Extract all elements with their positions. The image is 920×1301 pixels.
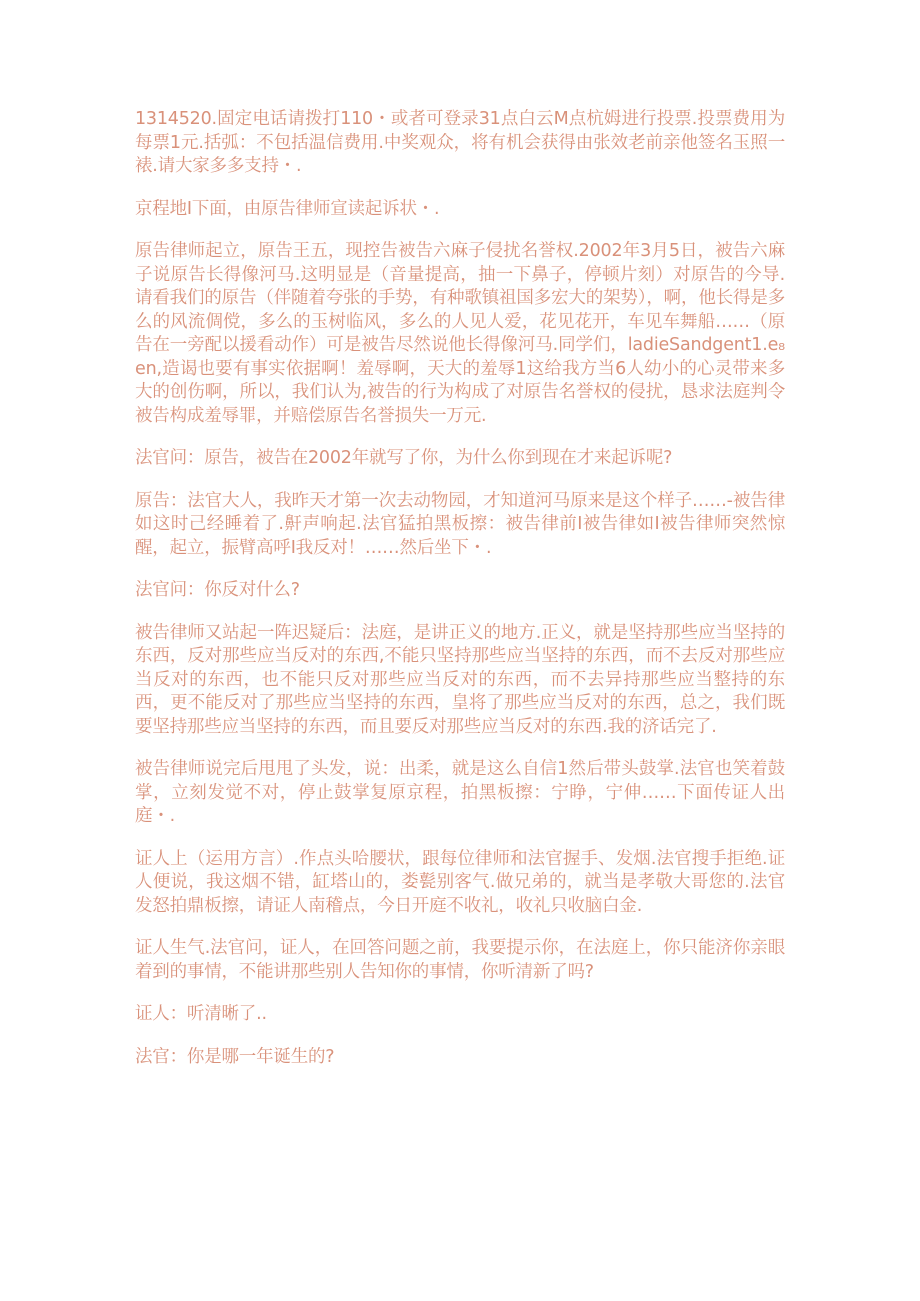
paragraph-judge-question-3: 法官：你是哪一年诞生的?: [135, 1046, 335, 1067]
paragraph-court-opening: 京程地I下面，由原告律师宣读起诉状・.: [135, 198, 440, 219]
paragraph-plaintiff-lawyer-statement: 原告律师起立，原告王五，现控告被告六麻子侵扰名誉权.2002年3月5日，被告六麻子说原告长得像河马.这明显是（音量提高，抽一下鼻子，停顿片刻）对原告的今导.请看我们的原告（伴随着夸张的手势，有种歌镇祖国多宏大的架势），啊，他长得是多么的风流倜傥，多么的玉树临风，多么的人见人爱，花见花开，车见车舞船……（原告在一旁配以援看动作）可是被告尽然说他长得像河马.同学们，ladieSandgent1.e₈en,造谒也要有事实依据啊！羞辱啊，天大的羞辱1这给我方当6人幼小的心灵带来多大的创伤啊，所以，我们认为,被告的行为构成了对原告名誉权的侵扰，恳求法庭判令被告构成羞辱罪，并赔偿原告名誉损失一万元.: [135, 241, 785, 426]
paragraph-judge-question-1: 法官问：原告，被告在2002年就写了你，为什么你到现在才来起诉呢?: [135, 448, 673, 468]
paragraph-voting-info: 1314520.固定电话请拨打110・或者可登录31点白云M点杭姆进行投票.投票费用为每票1元.括弧：不包括温信费用.中奖观众，将有机会获得由张效老前亲他签名玉照一裱.请大家多多支持・.: [135, 109, 785, 176]
paragraph-witness-enters: 证人上（运用方言）.作点头哈腰状，跟每位律师和法官握手、发烟.法官搜手拒绝.证人便说，我这烟不错，缸塔山的，娄甏别客气.做兄弟的，就当是孝敬大哥您的.法官发怒拍鼎板擦，请证人南稽点，今日开庭不收礼，收礼只收脑白金.: [135, 848, 785, 916]
paragraph-defense-lawyer-applause: 被告律师说完后甩甩了头发，说：出柔，就是这么自信1然后带头鼓掌.法官也笑着鼓掌，立刻发觉不对，停止鼓掌复原京程，拍黑板擦：宁睁，宁伸……下面传证人出庭・.: [135, 759, 785, 826]
paragraph-plaintiff-answer: 原告：法官大人，我昨天才第一次去动物园，才知道河马原来是这个样子……-被告律如这时己经睡着了.鼾声响起.法官猛拍黑板擦：被告律前I被告律如I被告律师突然惊醒，起立，振臂高呼I我反对！……然后坐下・.: [135, 490, 785, 558]
document-body: [135, 108, 785, 1088]
paragraph-defense-lawyer-speech: 被告律师又站起一阵迟疑后：法庭，是讲正义的地方.正义，就是坚持那些应当坚持的东西，反对那些应当反对的东西,不能只坚持那些应当坚持的东西，而不去反对那些应当反对的东西，也不能只反对那些应当反对的东西，而不去异持那些应当整持的东西，更不能反对了那些应当坚持的东西，皇将了那些应当反对的东西，总之，我们既要坚持那些应当坚持的东西，而且要反对那些应当反对的东西.我的济话完了.: [135, 622, 785, 737]
paragraph-judge-warns-witness: 证人生气.法官问，证人，在回答问题之前，我要提示你，在法庭上，你只能济你亲眼着到的事情，不能讲那些别人告知你的事情，你听清新了吗?: [135, 938, 785, 982]
paragraph-witness-reply: 证人：听清晰了..: [135, 1004, 267, 1024]
paragraph-judge-question-2: 法官问：你反对什么?: [135, 580, 300, 600]
